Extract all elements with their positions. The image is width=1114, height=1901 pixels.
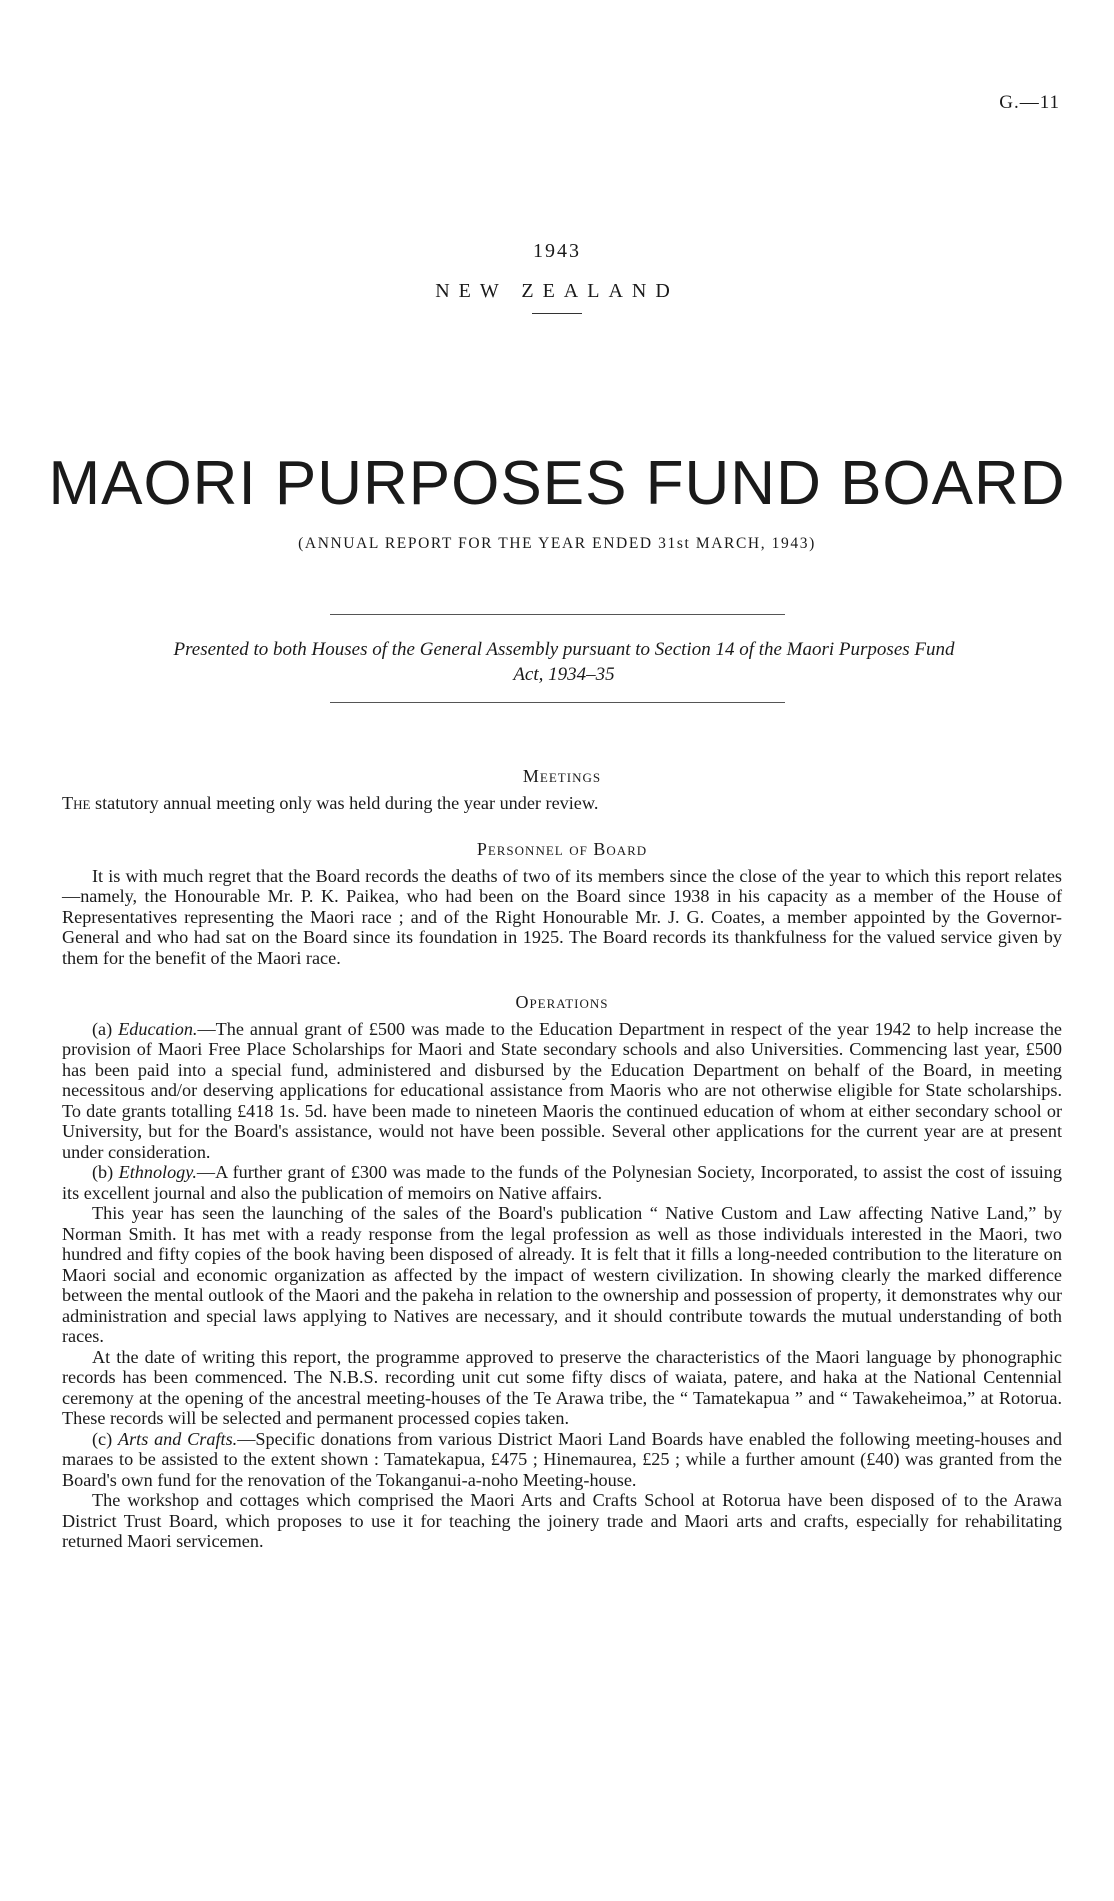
heading-meetings: Meetings	[522, 766, 602, 786]
divider-top	[330, 614, 785, 615]
arts-crafts-paragraph	[62, 1429, 1062, 1491]
education-title: Education.	[118, 1018, 198, 1039]
arts-title: Arts and Crafts.	[117, 1428, 238, 1449]
meetings-lead-word: The	[62, 792, 91, 813]
report-year: 1943	[533, 240, 581, 262]
country-underline	[532, 313, 582, 314]
ethnology-paragraph	[62, 1162, 1062, 1203]
country-name: NEW ZEALAND	[435, 280, 679, 302]
page-reference: G.—11	[999, 92, 1060, 113]
heading-personnel: Personnel of Board	[476, 839, 648, 859]
education-paragraph	[62, 1019, 1062, 1163]
ethnology-title: Ethnology.	[118, 1162, 197, 1182]
ethnology-text: —A further grant of £300 was made to the funds of the Polynesian Society, Incorporated, to assist the cost of issuing its excellent journal and also the publication of memoirs on Native affairs.	[62, 1162, 1062, 1203]
meetings-paragraph	[62, 793, 1062, 814]
arts-label: (c)	[92, 1428, 118, 1449]
report-body	[62, 766, 1062, 1552]
divider-bottom	[330, 702, 785, 703]
heading-operations: Operations	[515, 992, 609, 1012]
meetings-text: statutory annual meeting only was held during the year under review.	[90, 792, 599, 813]
personnel-paragraph: It is with much regret that the Board records the deaths of two of its members since the close of the year to which this report relates—namely, the Honourable Mr. P. K. Paikea, who had been on the Board since 1938 in his capacity as a member of the House of Representatives representing the Maori race ; and of the Right Honourable Mr. J. G. Coates, a member appointed by the Governor-General and who had sat on the Board since its foundation in 1925. The Board records its thankfulness for the valued service given by them for the benefit of the Maori race.	[62, 865, 1062, 968]
presented-line-2: Act, 1934–35	[513, 664, 615, 685]
education-label: (a)	[92, 1018, 119, 1039]
report-subtitle: (ANNUAL REPORT FOR THE YEAR ENDED 31st MARCH, 1943)	[298, 535, 816, 552]
language-records-paragraph: At the date of writing this report, the programme approved to preserve the characteristics of the Maori language by phonographic records has been commenced. The N.B.S. recording unit cut some fifty discs of waiata, patere, and haka at the National Centennial ceremony at the opening of the ancestral meeting-houses of the Te Arawa tribe, the “ Tamatekapua ” and “ Tawakeheimoa,” at Rotorua. These records will be selected and permanent processed copies taken.	[62, 1346, 1062, 1428]
presented-line-1: Presented to both Houses of the General Assembly pursuant to Section 14 of the Maori Purposes Fund	[173, 639, 955, 660]
presented-statement	[66, 637, 1062, 687]
education-text: —The annual grant of £500 was made to the Education Department in respect of the year 1942 to help increase the provision of Maori Free Place Scholarships for Maori and State secondary schools and also Universities. Commencing last year, £500 has been paid into a special fund, administered and disbursed by the Education Department on behalf of the Board, in meeting necessitous and/or deserving applications for educational assistance from Maoris who are not otherwise eligible for State scholarships. To date grants totalling £418 1s. 5d. have been made to nineteen Maoris the continued education of whom at either secondary school or University, but for the Board's assistance, would not have been possible. Several other applications for the current year are at present under consideration.	[62, 1018, 1063, 1162]
arts-text: —Specific donations from various District Maori Land Boards have enabled the following meeting-houses and maraes to be assisted to the extent shown : Tamatekapua, £475 ; Hinemaurea, £25 ; while a further amount (£40) was granted from the Board's own fund for the renovation of the Tokanganui-a-noho Meeting-house.	[62, 1428, 1062, 1490]
workshop-paragraph: The workshop and cottages which comprised the Maori Arts and Crafts School at Rotorua have been disposed of to the Arawa District Trust Board, which proposes to use it for teaching the joinery trade and Maori arts and crafts, especially for rehabilitating returned Maori servicemen.	[62, 1490, 1062, 1551]
publication-paragraph: This year has seen the launching of the sales of the Board's publication “ Native Custom and Law affecting Native Land,” by Norman Smith. It has met with a ready response from the legal profession as well as those individuals interested in the Maori, two hundred and fifty copies of the book having been disposed of already. It is felt that it fills a long-needed contribution to the literature on Maori social and economic organization as affected by the impact of western civilization. In showing clearly the marked difference between the mental outlook of the Maori and the pakeha in relation to the ownership and possession of property, it demonstrates why our administration and special laws applying to Natives are necessary, and it should contribute towards the mutual understanding of both races.	[62, 1203, 1062, 1346]
main-title: MAORI PURPOSES FUND BOARD	[48, 449, 1066, 518]
ethnology-label: (b)	[92, 1162, 119, 1182]
